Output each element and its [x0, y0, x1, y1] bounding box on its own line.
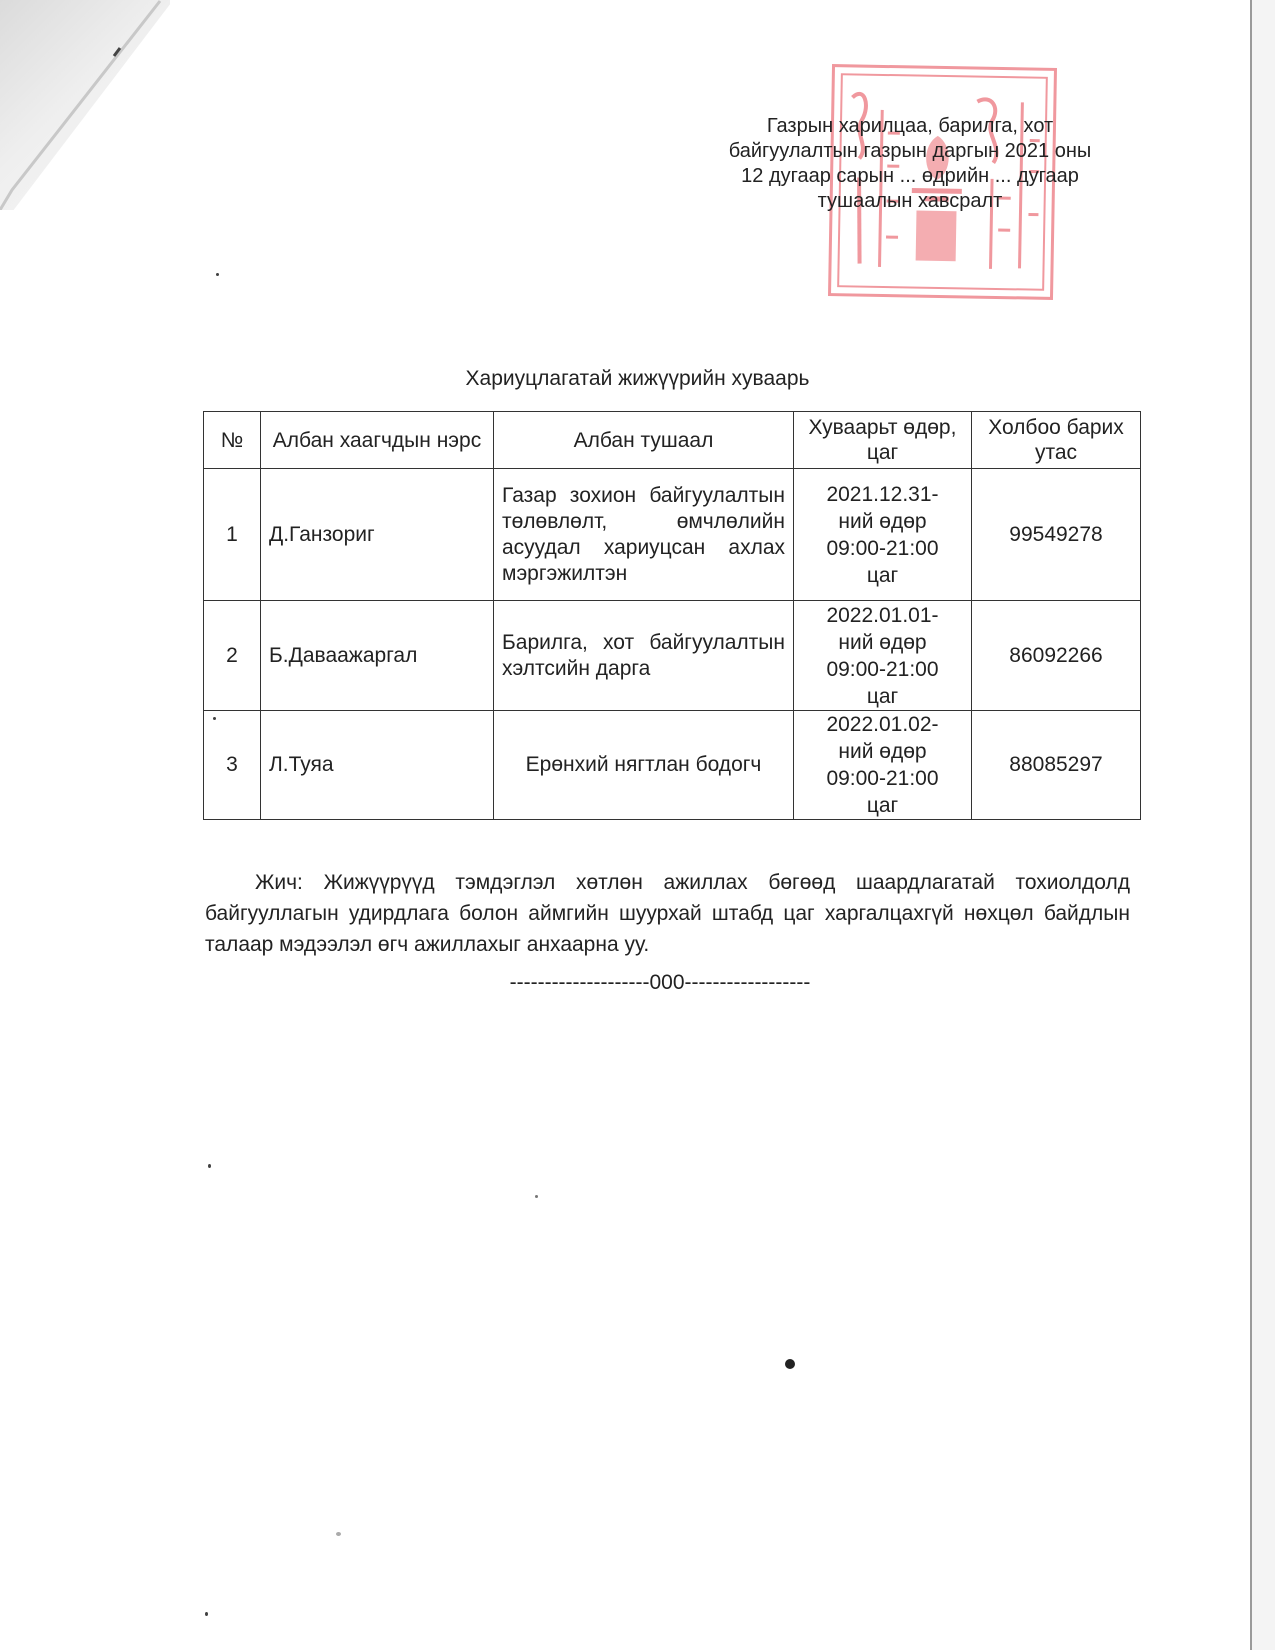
duty-date-line: цаг	[866, 684, 899, 708]
row-number: 2	[204, 601, 261, 711]
end-divider: --------------------000------------------	[509, 971, 811, 994]
table-row	[204, 601, 1141, 711]
attachment-header-line: тушаалын хавсралт	[817, 190, 1003, 212]
duty-date-line: 09:00-21:00	[826, 657, 939, 681]
attachment-header-line: Газрын харилцаа, барилга, хот	[766, 115, 1054, 137]
duty-note: Жич: Жижүүрүүд тэмдэглэл хөтлөн ажиллах бөгөөд шаардлагатай тохиолдолд байгууллагын удирдлага болон аймгийн шуурхай штабд цаг харгалцахгүй нөхцөл байдлын талаар мэдээлэл өгч ажиллахыг анхаарна уу.	[205, 871, 1130, 956]
employee-position: Барилга, хот байгуулалтын хэлтсийн дарга	[494, 601, 794, 711]
row-number: 3	[204, 711, 261, 820]
duty-date-line: 2022.01.02-	[826, 713, 939, 736]
header-employee-name: Албан хаагчдын нэрс	[261, 412, 494, 469]
duty-date-line: цаг	[866, 794, 899, 817]
duty-date-line: 09:00-21:00	[826, 536, 939, 560]
header-contact-phone: Холбоо барих утас	[972, 412, 1141, 469]
attachment-header	[700, 114, 1120, 214]
scan-speck	[216, 273, 219, 276]
phone-number: 86092266	[972, 601, 1141, 711]
duty-date-line: 2021.12.31-	[826, 482, 939, 506]
table-header-row	[204, 412, 1141, 469]
header-scheduled-date: Хуваарьт өдөр, цаг	[794, 412, 972, 469]
attachment-header-line: байгуулалтын газрын даргын 2021 оны	[728, 140, 1092, 162]
duty-date-line: 09:00-21:00	[826, 767, 939, 790]
duty-schedule-table	[203, 411, 1141, 820]
fold-edge-line	[0, 0, 170, 210]
scan-speck	[535, 1195, 538, 1198]
employee-position: Газар зохион байгуулалтын төлөвлөлт, өмчлөлийн асуудал хариуцсан ахлах мэргэжилтэн	[494, 469, 794, 601]
duty-date	[794, 601, 972, 711]
phone-number: 99549278	[972, 469, 1141, 601]
scan-speck	[213, 717, 216, 720]
attachment-header-line: 12 дугаар сарын ... өдрийн ... дугаар	[741, 165, 1079, 187]
document-title: Хариуцлагатай жижүүрийн хуваарь	[465, 367, 810, 390]
header-position: Албан тушаал	[494, 412, 794, 469]
duty-date-line: 2022.01.01-	[826, 603, 939, 627]
table-row	[204, 711, 1141, 820]
row-number: 1	[204, 469, 261, 601]
duty-date-line: ний өдөр	[838, 630, 927, 654]
duty-date	[794, 469, 972, 601]
duty-date-line: цаг	[866, 563, 899, 587]
scan-speck	[208, 1164, 211, 1168]
scan-speck	[336, 1532, 341, 1536]
header-number: №	[204, 412, 261, 469]
employee-name: Л.Туяа	[261, 711, 494, 820]
duty-date	[794, 711, 972, 820]
duty-date-line: ний өдөр	[838, 740, 927, 763]
duty-date-line: ний өдөр	[838, 509, 927, 533]
scan-speck	[205, 1612, 208, 1616]
table-row	[204, 469, 1141, 601]
employee-position: Ерөнхий нягтлан бодогч	[494, 711, 794, 820]
employee-name: Д.Ганзориг	[261, 469, 494, 601]
employee-name: Б.Даваажаргал	[261, 601, 494, 711]
phone-number: 88085297	[972, 711, 1141, 820]
scan-speck	[785, 1359, 795, 1369]
